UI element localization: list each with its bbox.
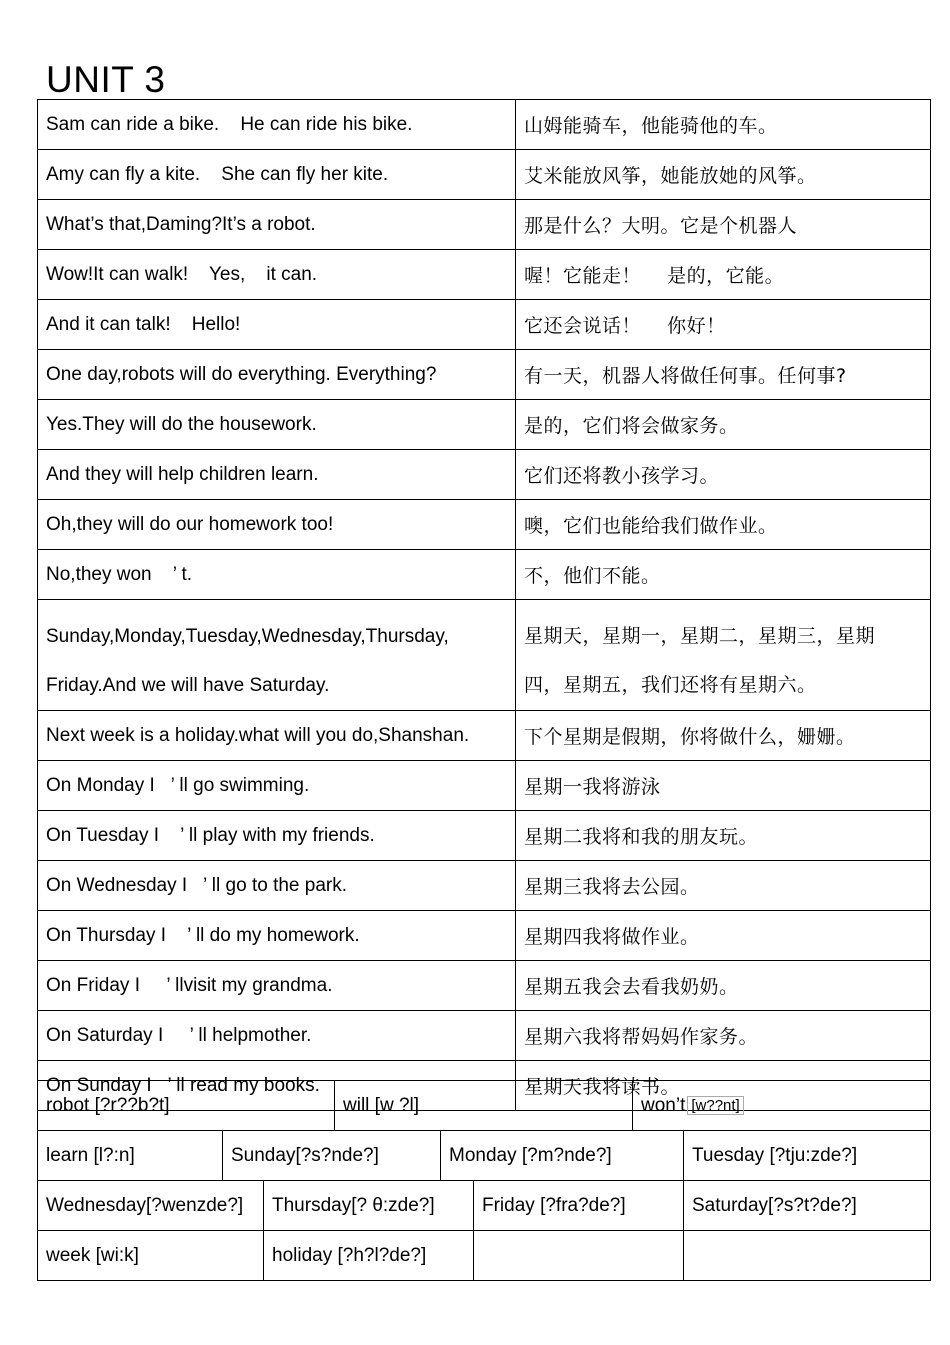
english-sentence-cell: On Wednesday I ’ ll go to the park. — [38, 861, 516, 911]
sentence-row — [38, 961, 931, 1011]
sentence-row — [38, 500, 931, 550]
vocab-cell: will [w ?l] — [335, 1081, 633, 1131]
english-sentence-cell: What’s that,Daming?It’s a robot. — [38, 200, 516, 250]
english-sentence-cell: Sam can ride a bike. He can ride his bike. — [38, 100, 516, 150]
chinese-translation-cell: 星期六我将帮妈妈作家务。 — [516, 1011, 931, 1061]
english-sentence-cell: Oh,they will do our homework too! — [38, 500, 516, 550]
english-line: Friday.And we will have Saturday. — [46, 675, 330, 696]
english-sentence-cell: Amy can fly a kite. She can fly her kite. — [38, 150, 516, 200]
chinese-translation-cell: 下个星期是假期，你将做什么，姗姗。 — [516, 711, 931, 761]
vocab-cell: Monday [?m?nde?] — [441, 1131, 684, 1181]
vocab-cell — [474, 1231, 684, 1281]
vocab-cell — [684, 1231, 931, 1281]
vocab-row — [38, 1181, 931, 1231]
chinese-line: 四，星期五，我们还将有星期六。 — [524, 674, 817, 696]
page-title: UNIT 3 — [46, 59, 166, 100]
sentence-row — [38, 150, 931, 200]
vocab-cell: Tuesday [?tju:zde?] — [684, 1131, 931, 1181]
sentence-row — [38, 400, 931, 450]
chinese-translation-cell — [516, 600, 931, 711]
english-line: Sunday,Monday,Tuesday,Wednesday,Thursday, — [46, 626, 449, 647]
chinese-translation-cell: 它们还将教小孩学习。 — [516, 450, 931, 500]
sentence-row — [38, 911, 931, 961]
chinese-translation-cell: 星期五我会去看我奶奶。 — [516, 961, 931, 1011]
sentence-row — [38, 600, 931, 711]
vocab-cell: Friday [?fra?de?] — [474, 1181, 684, 1231]
english-sentence-cell: On Sunday I ’ ll read my books. — [38, 1061, 516, 1111]
sentence-row — [38, 250, 931, 300]
chinese-translation-cell: 不，他们不能。 — [516, 550, 931, 600]
sentence-row — [38, 350, 931, 400]
chinese-translation-cell: 星期四我将做作业。 — [516, 911, 931, 961]
chinese-translation-cell: 是的，它们将会做家务。 — [516, 400, 931, 450]
vocab-table-row1 — [37, 1080, 931, 1131]
vocab-cell: Thursday[? θ:zde?] — [264, 1181, 474, 1231]
english-sentence-cell: And they will help children learn. — [38, 450, 516, 500]
vocab-row — [38, 1081, 931, 1131]
chinese-translation-cell: 有一天，机器人将做任何事。任何事? — [516, 350, 931, 400]
sentence-row — [38, 1011, 931, 1061]
chinese-translation-cell: 喔！它能走！ 是的，它能。 — [516, 250, 931, 300]
sentence-row — [38, 200, 931, 250]
chinese-translation-cell: 山姆能骑车，他能骑他的车。 — [516, 100, 931, 150]
vocab-row — [38, 1131, 931, 1181]
sentence-row — [38, 450, 931, 500]
chinese-translation-cell: 星期天我将读书。 — [516, 1061, 931, 1111]
english-sentence-cell: On Saturday I ’ ll helpmother. — [38, 1011, 516, 1061]
sentence-row — [38, 550, 931, 600]
sentence-row — [38, 100, 931, 150]
english-sentence-cell: One day,robots will do everything. Everything? — [38, 350, 516, 400]
chinese-translation-cell: 那是什么？大明。它是个机器人 — [516, 200, 931, 250]
english-sentence-cell: On Thursday I ’ ll do my homework. — [38, 911, 516, 961]
chinese-line: 星期天，星期一，星期二，星期三，星期 — [524, 625, 876, 647]
vocab-cell: week [wi:k] — [38, 1231, 264, 1281]
vocab-cell: learn [l?:n] — [38, 1131, 223, 1181]
chinese-translation-cell: 它还会说话！ 你好！ — [516, 300, 931, 350]
english-sentence-cell: On Tuesday I ’ ll play with my friends. — [38, 811, 516, 861]
english-sentence-cell: On Monday I ’ ll go swimming. — [38, 761, 516, 811]
chinese-translation-cell: 星期一我将游泳 — [516, 761, 931, 811]
sentence-row — [38, 811, 931, 861]
english-sentence-cell — [38, 600, 516, 711]
english-sentence-cell: On Friday I ’ llvisit my grandma. — [38, 961, 516, 1011]
sentence-row — [38, 761, 931, 811]
vocab-cell: Saturday[?s?t?de?] — [684, 1181, 931, 1231]
vocab-cell: holiday [?h?l?de?] — [264, 1231, 474, 1281]
vocab-word: won’t — [641, 1094, 686, 1116]
english-sentence-cell: No,they won ’ t. — [38, 550, 516, 600]
english-sentence-cell: And it can talk! Hello! — [38, 300, 516, 350]
chinese-translation-cell: 星期二我将和我的朋友玩。 — [516, 811, 931, 861]
english-sentence-cell: Wow!It can walk! Yes, it can. — [38, 250, 516, 300]
vocab-table-row4 — [37, 1230, 931, 1281]
english-sentence-cell: Yes.They will do the housework. — [38, 400, 516, 450]
vocab-cell: robot [?r??b?t] — [38, 1081, 335, 1131]
chinese-translation-cell: 艾米能放风筝，她能放她的风筝。 — [516, 150, 931, 200]
vocab-row — [38, 1231, 931, 1281]
vocab-cell: Sunday[?s?nde?] — [223, 1131, 441, 1181]
vocab-table-row3 — [37, 1180, 931, 1231]
sentence-row — [38, 711, 931, 761]
english-sentence-cell: Next week is a holiday.what will you do,Shanshan. — [38, 711, 516, 761]
vocab-cell: Wednesday[?wenzde?] — [38, 1181, 264, 1231]
vocab-table-row2 — [37, 1130, 931, 1181]
vocab-cell — [633, 1081, 931, 1131]
vocab-phonetic: [w??nt] — [687, 1096, 743, 1115]
sentence-table — [37, 99, 931, 1111]
sentence-row — [38, 300, 931, 350]
sentence-row — [38, 861, 931, 911]
chinese-translation-cell: 星期三我将去公园。 — [516, 861, 931, 911]
chinese-translation-cell: 噢，它们也能给我们做作业。 — [516, 500, 931, 550]
